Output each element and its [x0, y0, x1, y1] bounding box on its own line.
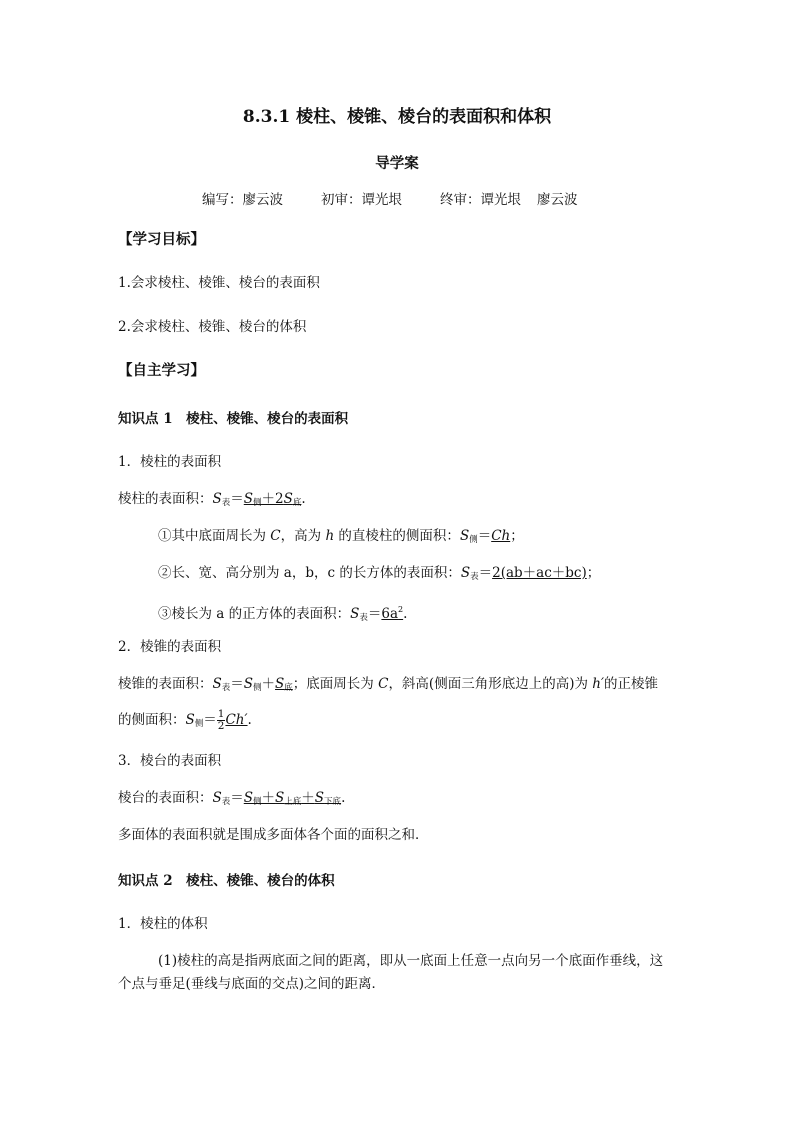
writer-credit: 编写：廖云波	[202, 192, 283, 208]
answer-blank: $\frac{1}{2}$ Ch′	[217, 708, 248, 732]
pyramid-surface-heading: 2．棱锥的表面积	[118, 639, 222, 655]
kp2-heading: 知识点 2 棱柱、棱锥、棱台的体积	[118, 873, 335, 889]
prism-volume-paragraph-line1: (1)棱柱的高是指两底面之间的距离，即从一底面上任意一点向另一个底面作垂线，这	[158, 953, 664, 969]
objectives-heading: 【学习目标】	[118, 231, 205, 248]
formula-label: 棱柱的表面积：	[118, 491, 213, 507]
pyramid-lateral-formula: 的侧面积：$S_侧=$ $\frac{1}{2}$ Ch′.	[118, 708, 252, 732]
objective-item: 1.会求棱柱、棱锥、棱台的表面积	[118, 275, 320, 291]
author-credits	[202, 191, 578, 209]
prism-volume-paragraph-line2: 个点与垂足(垂线与底面的交点)之间的距离．	[118, 976, 386, 992]
self-study-heading: 【自主学习】	[118, 362, 205, 379]
frustum-surface-formula: 棱台的表面积：$S_表=S_侧+S_{上底}+S_{下底}$.	[118, 790, 346, 807]
prism-item-3: ③棱长为 a 的正方体的表面积：$S_表=6a^2$.	[158, 605, 408, 623]
objective-item: 2.会求棱柱、棱锥、棱台的体积	[118, 319, 307, 335]
first-review-credit: 初审：谭光垠	[321, 192, 402, 208]
answer-blank: $S_侧+2S_底$	[243, 491, 302, 508]
final-review-credit-2: 廖云波	[537, 192, 578, 208]
answer-blank: $S_底$	[275, 676, 293, 693]
equals-sign: ＝	[230, 491, 244, 507]
frustum-note: 多面体的表面积就是围成多面体各个面的面积之和．	[118, 827, 429, 843]
page-subtitle: 导学案	[375, 155, 419, 172]
pyramid-surface-formula: 棱锥的表面积：$S_表=S_侧+S_底$；底面周长为 C，斜高(侧面三角形底边上的高)为 h′的正棱锥	[118, 676, 659, 693]
prism-item-2: ②长、宽、高分别为 a，b，c 的长方体的表面积：$S_表=2(ab+ac+bc)$；	[158, 565, 601, 582]
page-title: 8.3.1 棱柱、棱锥、棱台的表面积和体积	[242, 107, 552, 127]
answer-blank: $S_侧+S_{上底}+S_{下底}$	[243, 790, 342, 807]
final-review-credit: 终审：谭光垠	[440, 192, 521, 208]
answer-blank: $6a^2$	[381, 605, 404, 622]
kp1-heading: 知识点 1 棱柱、棱锥、棱台的表面积	[118, 411, 349, 427]
symbol-s: S	[212, 491, 222, 507]
prism-volume-heading: 1．棱柱的体积	[118, 916, 208, 932]
subscript: 表	[221, 498, 231, 508]
prism-surface-formula: 棱柱的表面积：$S_表=S_侧+2S_底$.	[118, 491, 306, 508]
prism-surface-heading: 1．棱柱的表面积	[118, 454, 222, 470]
answer-blank: 2(ab＋ac＋bc)	[492, 565, 587, 581]
prism-item-1: ①其中底面周长为 C，高为 h 的直棱柱的侧面积：$S_侧=Ch$；	[158, 528, 524, 545]
fraction-one-half: $\frac{1}{2}$	[217, 708, 225, 732]
answer-blank: Ch	[491, 528, 511, 544]
frustum-surface-heading: 3．棱台的表面积	[118, 753, 222, 769]
